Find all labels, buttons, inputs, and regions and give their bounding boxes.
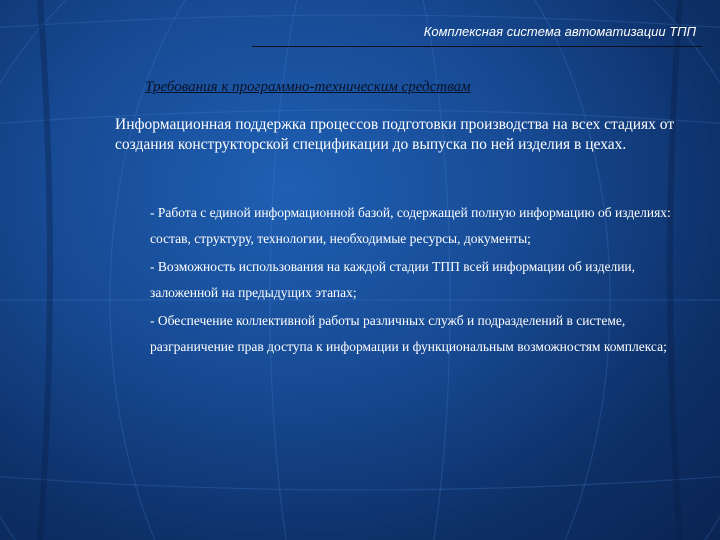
header-title: Комплексная система автоматизации ТПП: [423, 24, 696, 39]
list-item: - Возможность использования на каждой стадии ТПП всей информации об изделии, заложенной на предыдущих этапах;: [150, 259, 636, 300]
header-divider: [252, 46, 702, 47]
list-item: - Обеспечение коллективной работы различных служб и подразделений в системе, разграничение прав доступа к информации и функциональным возможностям комплекса;: [150, 313, 667, 354]
list-item: - Работа с единой информационной базой, содержащей полную информацию об изделиях: состав, структуру, технологии, необходимые ресурсы, документы;: [150, 205, 671, 246]
slide-subtitle: Требования к программно-техническим средствам: [145, 79, 471, 95]
lead-paragraph: Информационная поддержка процессов подготовки производства на всех стадиях от создания конструкторской спецификации до выпуска по ней изделия в цехах.: [115, 116, 675, 153]
requirements-list: [150, 200, 695, 360]
